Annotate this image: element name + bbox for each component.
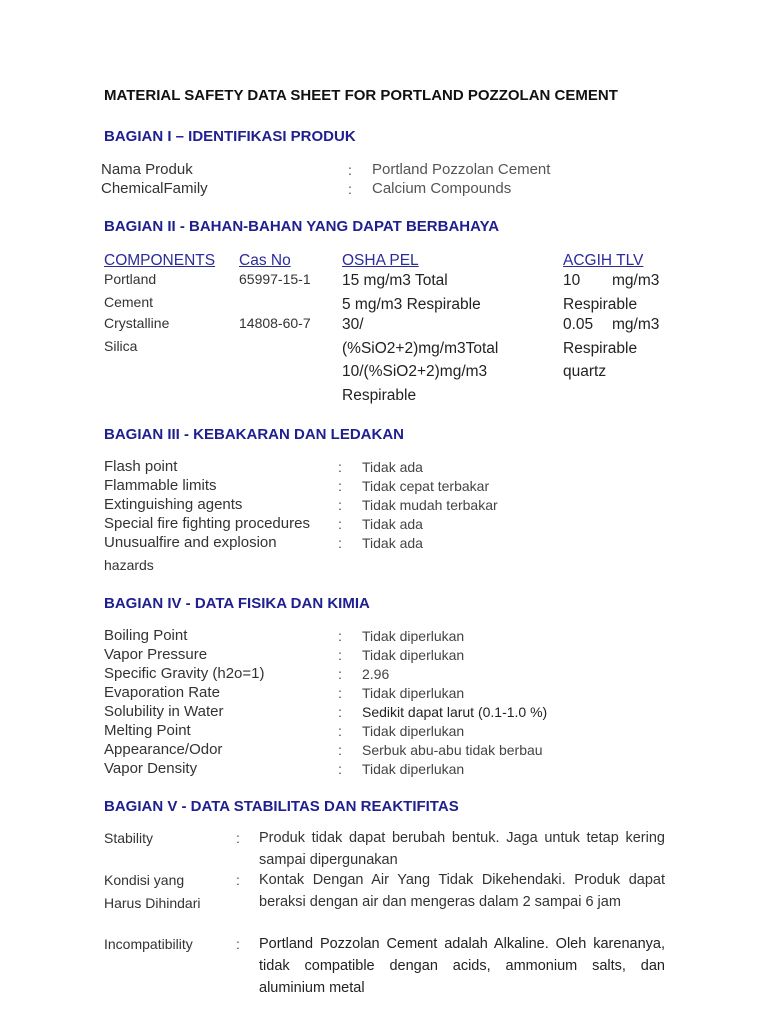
- cas-number: 14808-60-7: [239, 315, 311, 331]
- physical-value: Tidak diperlukan: [362, 685, 465, 701]
- section-2-heading: BAGIAN II - BAHAN-BAHAN YANG DAPAT BERBAHAYA: [104, 218, 500, 235]
- chemical-family-label: ChemicalFamily: [101, 180, 208, 197]
- acgih-tlv-value: Respirable: [563, 296, 638, 313]
- physical-colon: :: [338, 666, 342, 682]
- acgih-tlv-value: 10: [563, 272, 581, 289]
- product-name-colon: :: [348, 162, 352, 178]
- osha-pel-value: 10/(%SiO2+2)mg/m3: [342, 363, 488, 380]
- fire-value: Tidak ada: [362, 516, 423, 532]
- stability-text: Produk tidak dapat berubah bentuk. Jaga untuk tetap kering sampai dipergunakan: [259, 830, 665, 868]
- physical-colon: :: [338, 628, 342, 644]
- acgih-tlv-value: Respirable: [563, 340, 638, 357]
- incompatibility-label: Incompatibility: [104, 936, 193, 952]
- fire-label: Flammable limits: [104, 477, 217, 494]
- physical-colon: :: [338, 761, 342, 777]
- physical-label: Specific Gravity (h2o=1): [104, 665, 265, 682]
- fire-value: Tidak mudah terbakar: [362, 497, 498, 513]
- physical-value: 2.96: [362, 666, 390, 682]
- fire-label: Special fire fighting procedures: [104, 515, 310, 532]
- conditions-label: Kondisi yang: [104, 872, 185, 888]
- cas-number: 65997-15-1: [239, 271, 311, 287]
- components-header: COMPONENTS: [104, 252, 216, 269]
- fire-label: Unusualfire and explosion: [104, 534, 277, 551]
- conditions-colon: :: [236, 872, 240, 888]
- fire-label: Extinguishing agents: [104, 496, 243, 513]
- acgih-tlv-unit: mg/m3: [612, 272, 660, 289]
- cas-no-header: Cas No: [239, 252, 291, 269]
- fire-value: Tidak cepat terbakar: [362, 478, 490, 494]
- fire-colon: :: [338, 497, 342, 513]
- component-name: Silica: [104, 338, 138, 354]
- fire-colon: :: [338, 459, 342, 475]
- conditions-label-line2: Harus Dihindari: [104, 895, 201, 911]
- physical-value: Tidak diperlukan: [362, 647, 465, 663]
- physical-label: Vapor Pressure: [104, 646, 208, 663]
- section-5-heading: BAGIAN V - DATA STABILITAS DAN REAKTIFITAS: [104, 798, 459, 815]
- osha-pel-header: OSHA PEL: [342, 252, 419, 269]
- physical-value: Tidak diperlukan: [362, 761, 465, 777]
- physical-value: Serbuk abu-abu tidak berbau: [362, 742, 543, 758]
- fire-value: Tidak ada: [362, 459, 423, 475]
- stability-label: Stability: [104, 830, 154, 846]
- document-title: MATERIAL SAFETY DATA SHEET FOR PORTLAND POZZOLAN CEMENT: [104, 87, 618, 104]
- physical-colon: :: [338, 723, 342, 739]
- fire-label: Flash point: [104, 458, 178, 475]
- component-name: Portland: [104, 271, 157, 287]
- physical-label: Evaporation Rate: [104, 684, 220, 701]
- fire-value: Tidak ada: [362, 535, 423, 551]
- osha-pel-value: Respirable: [342, 387, 417, 404]
- physical-value: Sedikit dapat larut (0.1-1.0 %): [362, 704, 548, 720]
- physical-label: Vapor Density: [104, 760, 198, 777]
- section-3-heading: BAGIAN III - KEBAKARAN DAN LEDAKAN: [104, 426, 404, 443]
- fire-label-continuation: hazards: [104, 557, 154, 573]
- acgih-tlv-value: 0.05: [563, 316, 594, 333]
- incompatibility-text: Portland Pozzolan Cement adalah Alkaline. Oleh karenanya, tidak compatible dengan acids, ammonium salts, dan aluminium metal: [259, 936, 665, 996]
- incompatibility-colon: :: [236, 936, 240, 952]
- chemical-family-colon: :: [348, 181, 352, 197]
- physical-colon: :: [338, 742, 342, 758]
- physical-colon: :: [338, 685, 342, 701]
- component-name: Crystalline: [104, 315, 170, 331]
- fire-colon: :: [338, 516, 342, 532]
- physical-label: Solubility in Water: [104, 703, 224, 720]
- stability-colon: :: [236, 830, 240, 846]
- component-name: Cement: [104, 294, 154, 310]
- acgih-tlv-unit: mg/m3: [612, 316, 660, 333]
- fire-colon: :: [338, 478, 342, 494]
- physical-label: Appearance/Odor: [104, 741, 223, 758]
- osha-pel-value: 30/: [342, 316, 364, 333]
- section-4-heading: BAGIAN IV - DATA FISIKA DAN KIMIA: [104, 595, 370, 612]
- physical-label: Melting Point: [104, 722, 191, 739]
- acgih-tlv-header: ACGIH TLV: [563, 252, 644, 269]
- physical-colon: :: [338, 704, 342, 720]
- physical-colon: :: [338, 647, 342, 663]
- section-1-heading: BAGIAN I – IDENTIFIKASI PRODUK: [104, 128, 356, 145]
- physical-value: Tidak diperlukan: [362, 723, 465, 739]
- physical-label: Boiling Point: [104, 627, 188, 644]
- fire-colon: :: [338, 535, 342, 551]
- acgih-tlv-value: quartz: [563, 363, 607, 380]
- osha-pel-value: 5 mg/m3 Respirable: [342, 296, 481, 313]
- product-name-value: Portland Pozzolan Cement: [372, 161, 551, 178]
- conditions-text: Kontak Dengan Air Yang Tidak Dikehendaki. Produk dapat beraksi dengan air dan mengeras dalam 2 sampai 6 jam: [259, 872, 665, 910]
- product-name-label: Nama Produk: [101, 161, 193, 178]
- physical-value: Tidak diperlukan: [362, 628, 465, 644]
- chemical-family-value: Calcium Compounds: [372, 180, 512, 197]
- osha-pel-value: (%SiO2+2)mg/m3Total: [342, 340, 499, 357]
- osha-pel-value: 15 mg/m3 Total: [342, 272, 448, 289]
